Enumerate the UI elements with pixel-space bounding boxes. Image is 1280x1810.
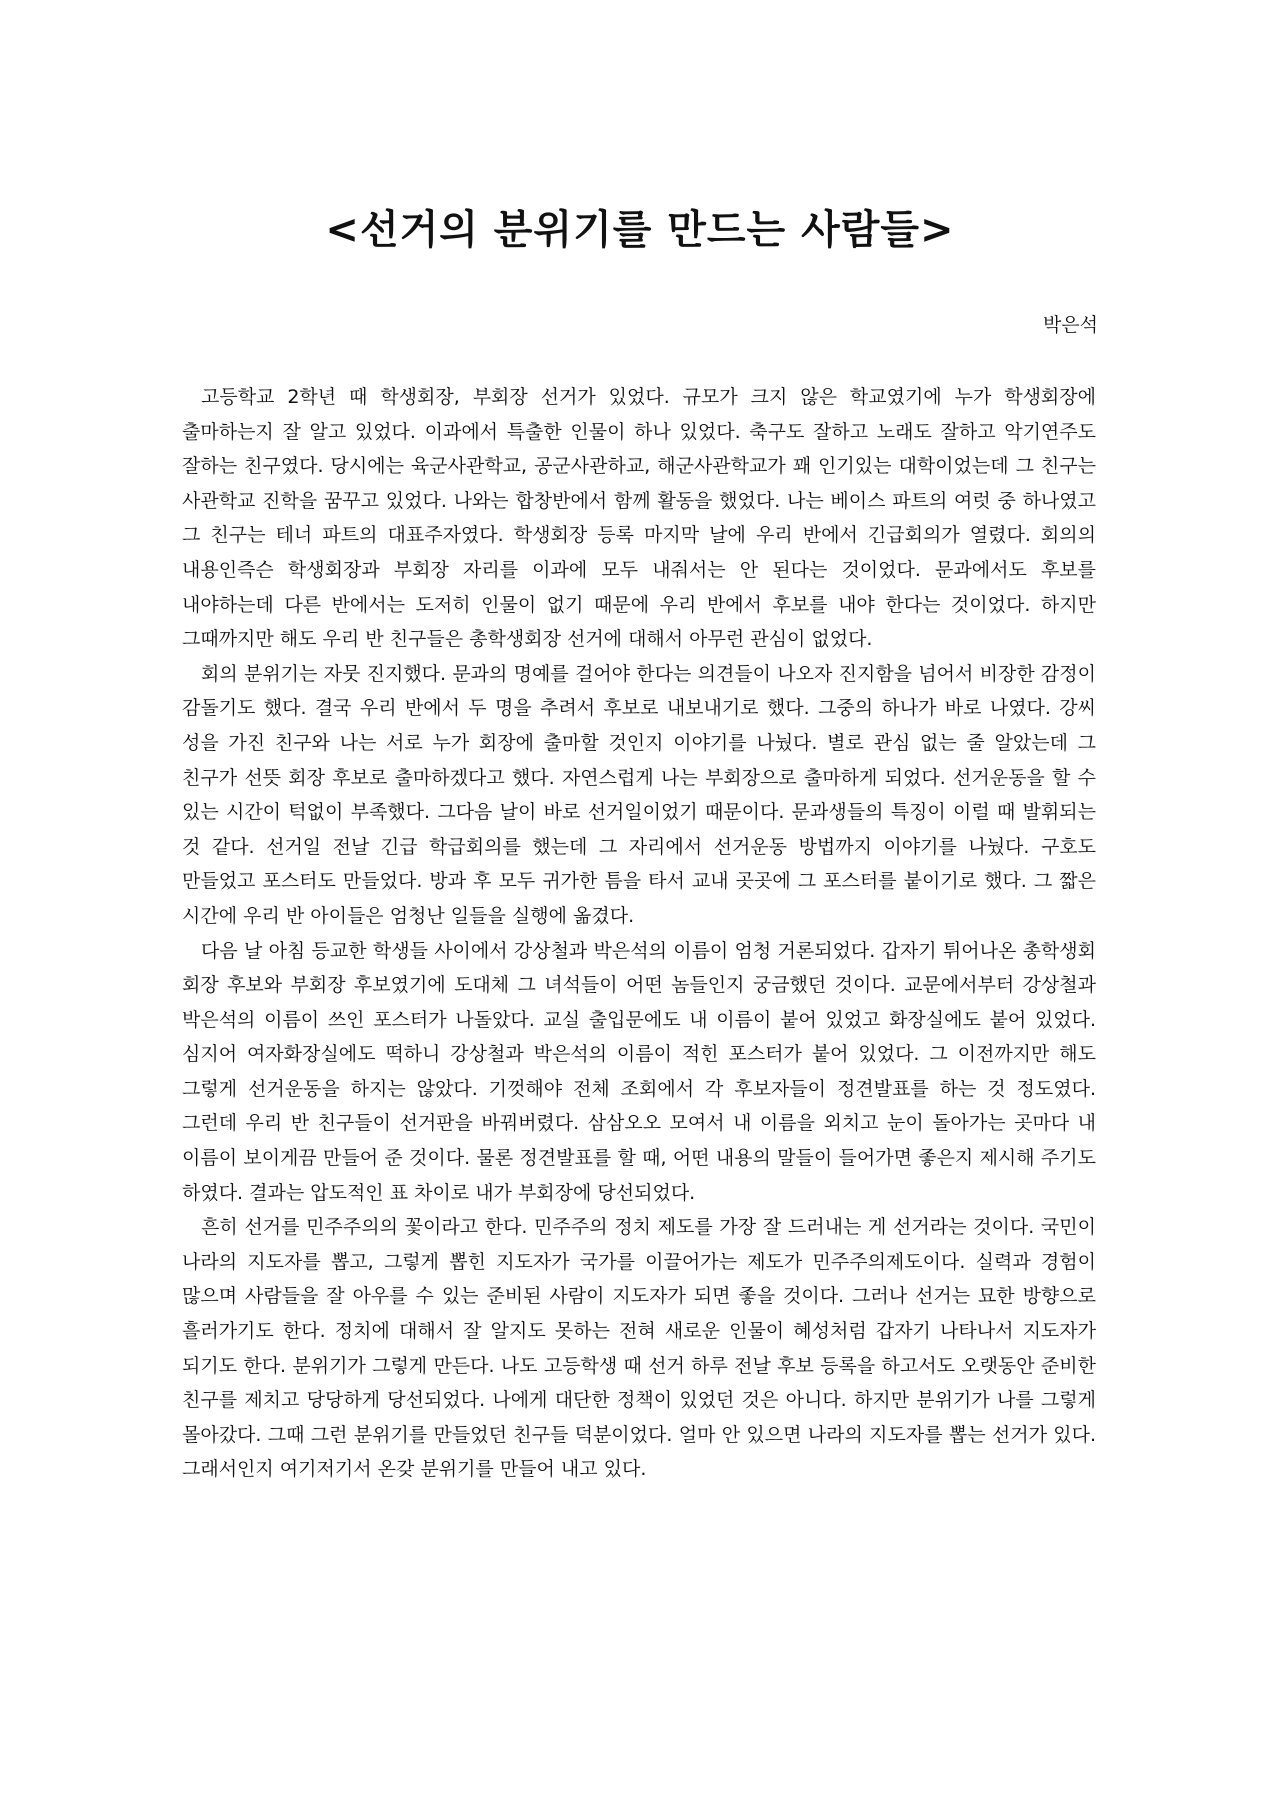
document-title: <선거의 분위기를 만드는 사람들> [325,207,955,253]
paragraph-2: 회의 분위기는 자뭇 진지했다. 문과의 명예를 걸어야 한다는 의견들이 나오자 진지함을 넘어서 비장한 감정이 감돌기도 했다. 결국 우리 반에서 두 명을 추려서 후보로 내보내기로 했다. 그중의 하나가 바로 나였다. 강씨 성을 가진 친구와 나는 서로 누가 회장에 출마할 것인지 이야기를 나눴다. 별로 관심 없는 줄 알았는데 그 친구가 선뜻 회장 후보로 출마하겠다고 했다. 자연스럽게 나는 부회장으로 출마하게 되었다. 선거운동을 할 수 있는 시간이 턱없이 부족했다. 그다음 날이 바로 선거일이었기 때문이다. 문과생들의 특징이 이럴 때 발휘되는 것 같다. 선거일 전날 긴급 학급회의를 했는데 그 자리에서 선거운동 방법까지 이야기를 나눴다. 구호도 만들었고 포스터도 만들었다. 방과 후 모두 귀가한 틈을 타서 교내 곳곳에 그 포스터를 붙이기로 했다. 그 짧은 시간에 우리 반 아이들은 엄청난 일들을 실행에 옮겼다. [182,662,1096,927]
document-body [182,380,1096,1487]
author-name: 박은석 [1042,314,1098,336]
paragraph-1: 고등학교 2학년 때 학생회장, 부회장 선거가 있었다. 규모가 크지 않은 학교였기에 누가 학생회장에 출마하는지 잘 알고 있었다. 이과에서 특출한 인물이 하나 있었다. 축구도 잘하고 노래도 잘하고 악기연주도 잘하는 친구였다. 당시에는 육군사관학교, 공군사관하교, 해군사관학교가 꽤 인기있는 대학이었는데 그 친구는 사관학교 진학을 꿈꾸고 있었다. 나와는 합창반에서 함께 활동을 했었다. 나는 베이스 파트의 여럿 중 하나였고 그 친구는 테너 파트의 대표주자였다. 학생회장 등록 마지막 날에 우리 반에서 긴급회의가 열렸다. 회의의 내용인즉슨 학생회장과 부회장 자리를 이과에 모두 내줘서는 안 된다는 것이었다. 문과에서도 후보를 내야하는데 다른 반에서는 도저히 인물이 없기 때문에 우리 반에서 후보를 내야 한다는 것이었다. 하지만 그때까지만 해도 우리 반 친구들은 총학생회장 선거에 대해서 아무런 관심이 없었다. [182,386,1096,651]
paragraph-4: 흔히 선거를 민주주의의 꽃이라고 한다. 민주주의 정치 제도를 가장 잘 드러내는 게 선거라는 것이다. 국민이 나라의 지도자를 뽑고, 그렇게 뽑힌 지도자가 국가를 이끌어가는 제도가 민주주의제도이다. 실력과 경험이 많으며 사람들을 잘 아우를 수 있는 준비된 사람이 지도자가 되면 좋을 것이다. 그러나 선거는 묘한 방향으로 흘러가기도 한다. 정치에 대해서 잘 알지도 못하는 전혀 새로운 인물이 혜성처럼 갑자기 나타나서 지도자가 되기도 한다. 분위기가 그렇게 만든다. 나도 고등학생 때 선거 하루 전날 후보 등록을 하고서도 오랫동안 준비한 친구를 제치고 당당하게 당선되었다. 나에게 대단한 정책이 있었던 것은 아니다. 하지만 분위기가 나를 그렇게 몰아갔다. 그때 그런 분위기를 만들었던 친구들 덕분이었다. 얼마 안 있으면 나라의 지도자를 뽑는 선거가 있다. 그래서인지 여기저기서 온갖 분위기를 만들어 내고 있다. [182,1216,1096,1481]
paragraph-3: 다음 날 아침 등교한 학생들 사이에서 강상철과 박은석의 이름이 엄청 거론되었다. 갑자기 튀어나온 총학생회 회장 후보와 부회장 후보였기에 도대체 그 녀석들이 어떤 놈들인지 궁금했던 것이다. 교문에서부터 강상철과 박은석의 이름이 쓰인 포스터가 나돌았다. 교실 출입문에도 내 이름이 붙어 있었고 화장실에도 붙어 있었다. 심지어 여자화장실에도 떡하니 강상철과 박은석의 이름이 적힌 포스터가 붙어 있었다. 그 이전까지만 해도 그렇게 선거운동을 하지는 않았다. 기껏해야 전체 조회에서 각 후보자들이 정견발표를 하는 것 정도였다. 그런데 우리 반 친구들이 선거판을 바꿔버렸다. 삼삼오오 모여서 내 이름을 외치고 눈이 돌아가는 곳마다 내 이름이 보이게끔 만들어 준 것이다. 물론 정견발표를 할 때, 어떤 내용의 말들이 들어가면 좋은지 제시해 주기도 하였다. 결과는 압도적인 표 차이로 내가 부회장에 당선되었다. [182,939,1096,1204]
